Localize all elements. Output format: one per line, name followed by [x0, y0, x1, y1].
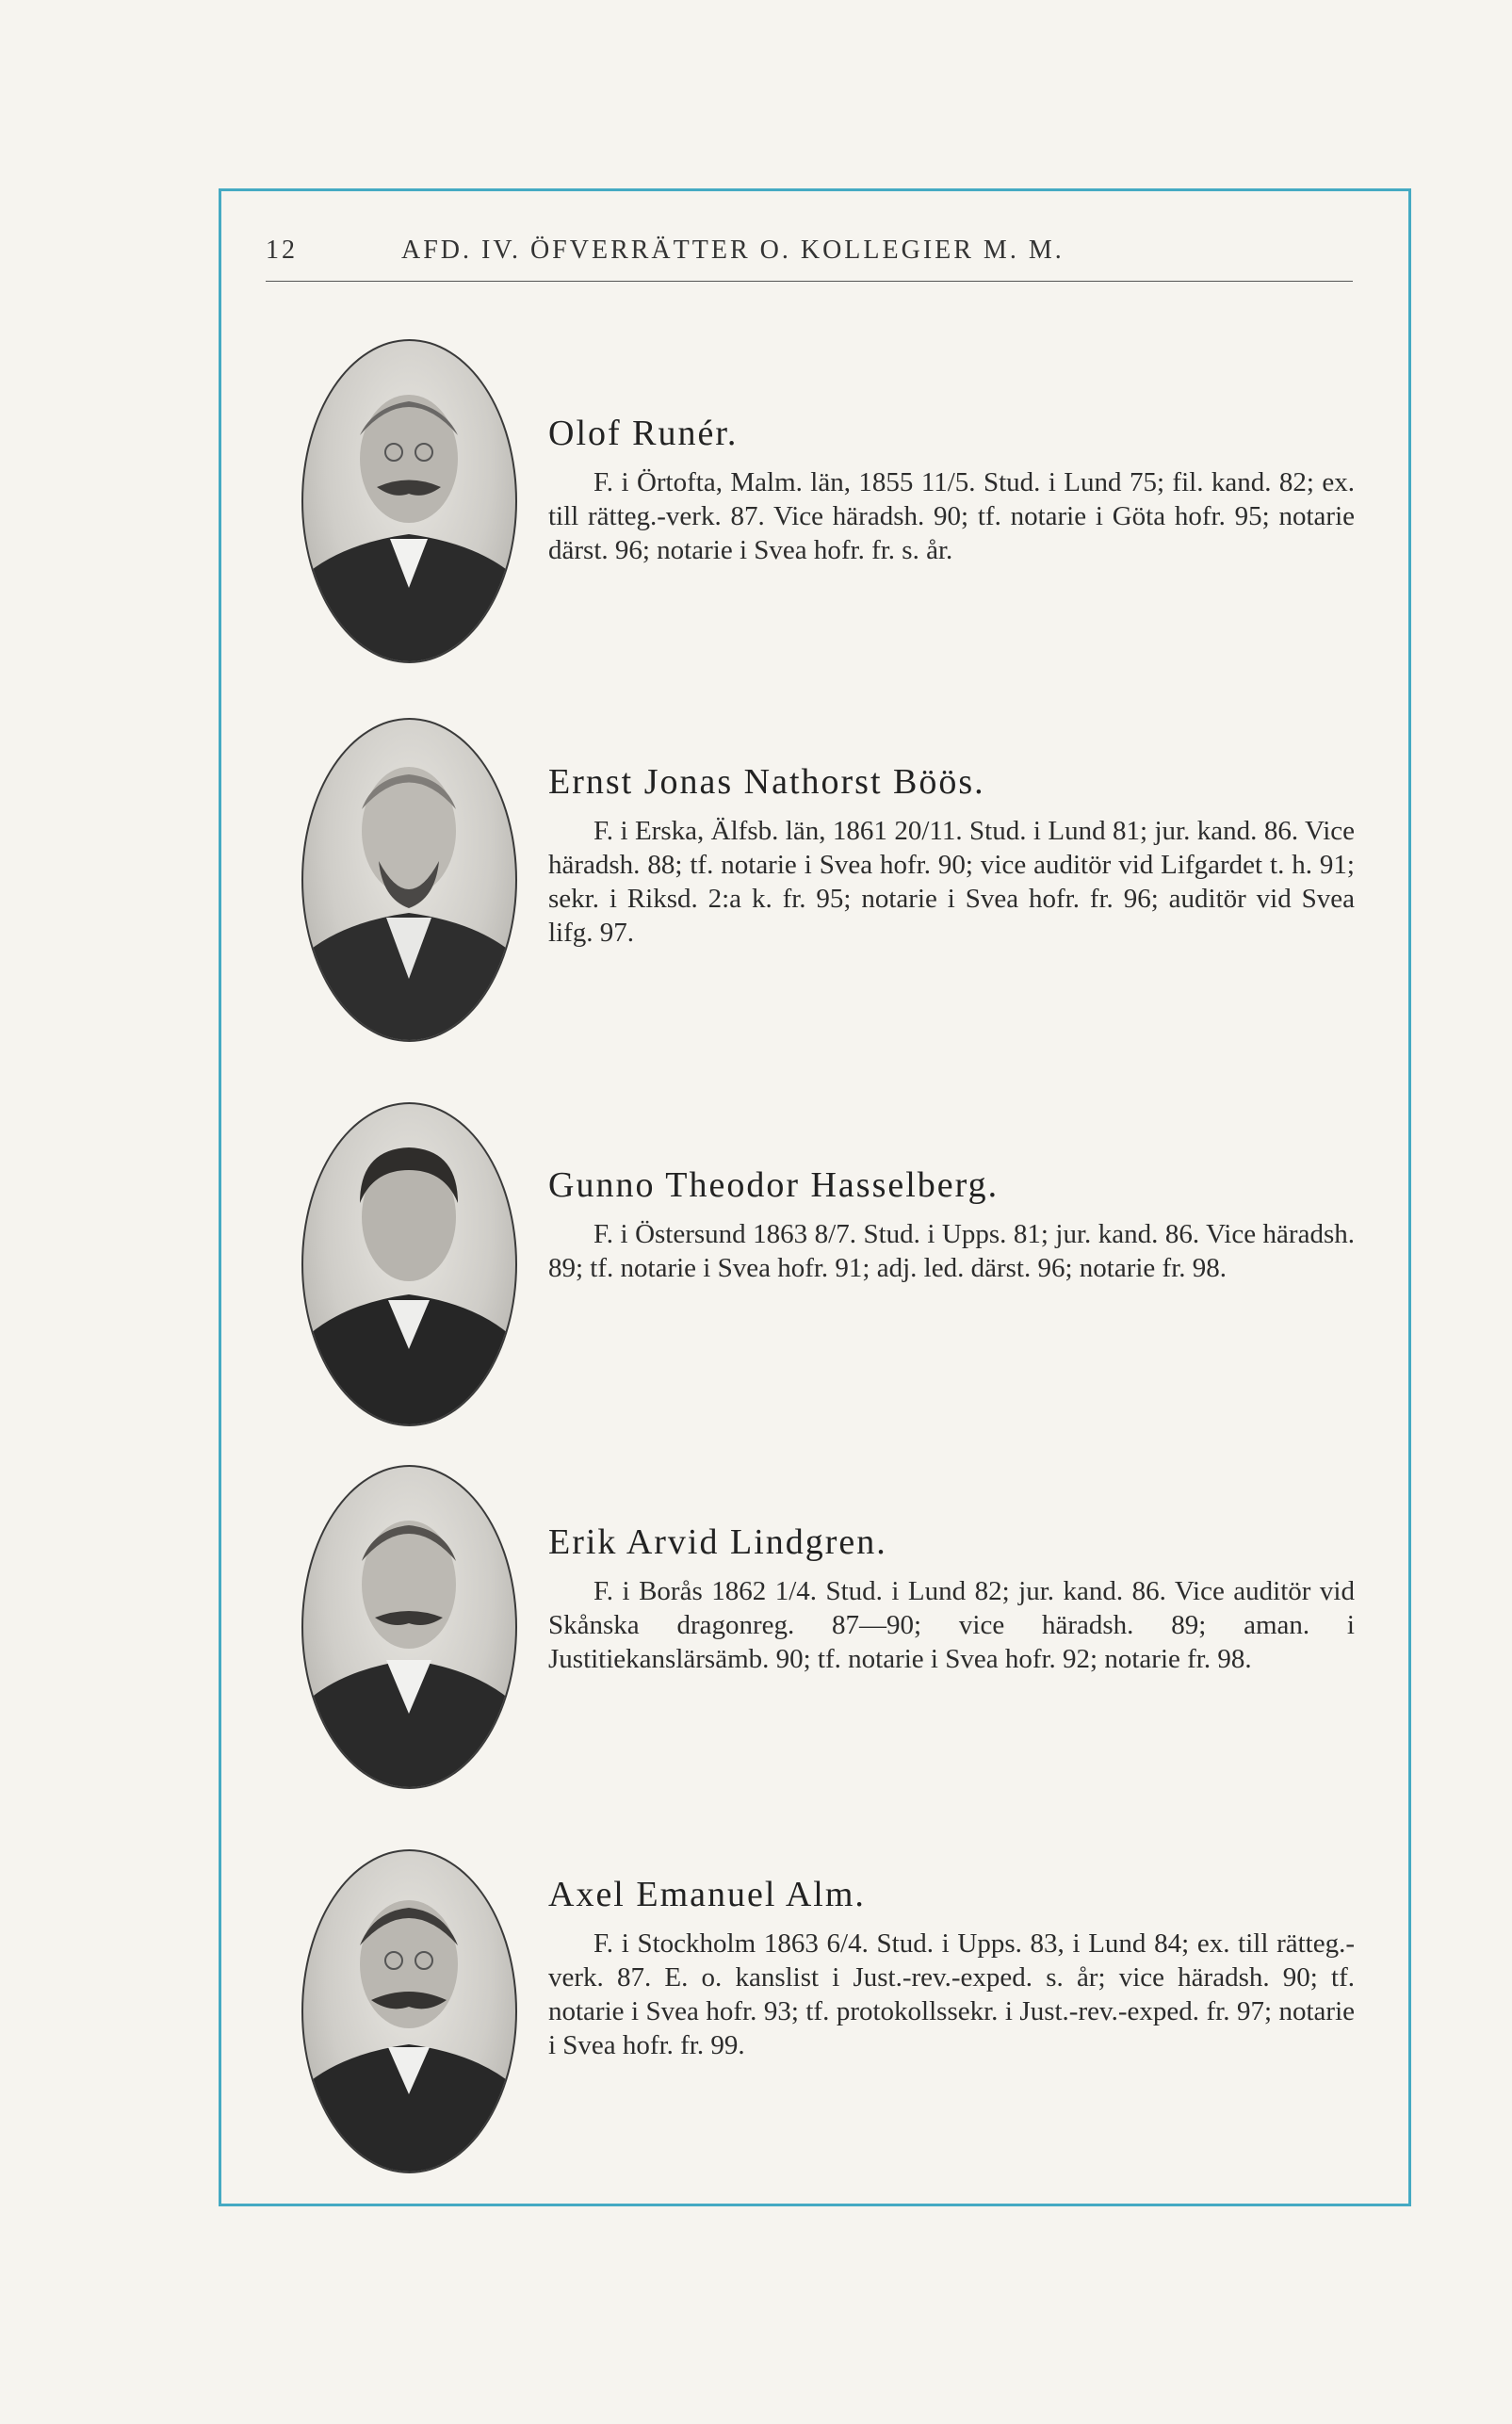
entry-boos: [0, 718, 1512, 1057]
person-name: Erik Arvid Lindgren.: [548, 1522, 887, 1562]
person-bio: F. i Stockholm 1863 6/4. Stud. i Upps. 83, i Lund 84; ex. till rätteg.-verk. 87. E. o. kanslist i Just.-rev.-exped. s. år; vice häradsh. 90; tf. notarie i Svea hofr. 93; tf. protokollssekr. i Just.-rev.-exped. fr. 97; notarie i Svea hofr. fr. 99.: [548, 1928, 1355, 2060]
person-bio: F. i Östersund 1863 8/7. Stud. i Upps. 81; jur. kand. 86. Vice häradsh. 89; tf. notarie i Svea hofr. 91; adj. led. därst. 96; notarie fr. 98.: [548, 1219, 1355, 1283]
person-name: Gunno Theodor Hasselberg.: [548, 1165, 1000, 1205]
person-name: Olof Runér.: [548, 414, 739, 453]
entry-text: [548, 413, 1355, 567]
person-bio: F. i Erska, Älfsb. län, 1861 20/11. Stud. i Lund 81; jur. kand. 86. Vice häradsh. 88; tf. notarie i Svea hofr. 90; vice auditör vid Lifgardet t. h. 91; sekr. i Riksd. 2:a k. fr. 95; notarie i Svea hofr. fr. 96; auditör vid Svea lifg. 97.: [548, 816, 1355, 948]
portrait-photo: [301, 1849, 517, 2173]
entry-text: [548, 1874, 1355, 2062]
entry-text: [548, 1164, 1355, 1285]
header-rule: [266, 281, 1353, 282]
entry-alm: [0, 1849, 1512, 2188]
person-name: Axel Emanuel Alm.: [548, 1875, 866, 1914]
entry-hasselberg: [0, 1102, 1512, 1441]
entry-runer: [0, 339, 1512, 678]
page-number: 12: [266, 236, 298, 265]
portrait-photo: [301, 339, 517, 663]
portrait-photo: [301, 1102, 517, 1426]
person-name: Ernst Jonas Nathorst Böös.: [548, 762, 985, 802]
portrait-photo: [301, 718, 517, 1042]
entry-text: [548, 1521, 1355, 1676]
running-title: AFD. IV. ÖFVERRÄTTER O. KOLLEGIER M. M.: [401, 236, 1065, 265]
portrait-photo: [301, 1465, 517, 1789]
person-bio: F. i Örtofta, Malm. län, 1855 11/5. Stud. i Lund 75; fil. kand. 82; ex. till rätteg.-verk. 87. Vice häradsh. 90; tf. notarie i Göta hofr. 95; notarie därst. 96; notarie i Svea hofr. fr. s. år.: [548, 467, 1355, 565]
running-head: [266, 236, 1351, 285]
entry-lindgren: [0, 1465, 1512, 1804]
person-bio: F. i Borås 1862 1/4. Stud. i Lund 82; jur. kand. 86. Vice auditör vid Skånska dragonreg. 87—90; vice häradsh. 89; aman. i Justitiekanslärsämb. 90; tf. notarie i Svea hofr. 92; notarie fr. 98.: [548, 1576, 1355, 1674]
entry-text: [548, 761, 1355, 950]
